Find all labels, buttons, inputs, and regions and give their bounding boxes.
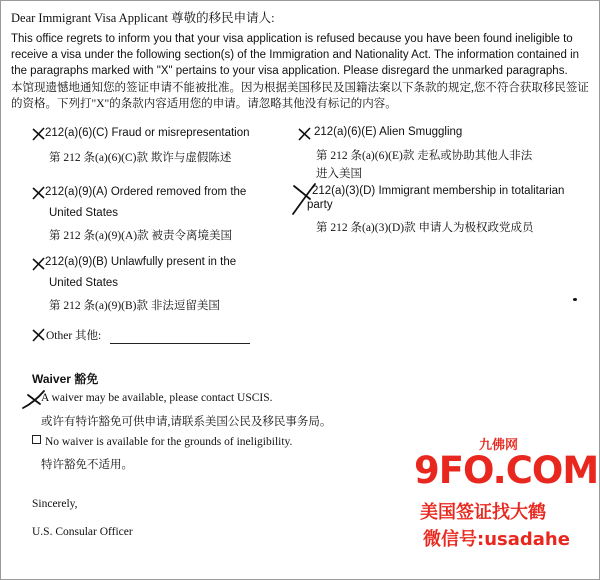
section-unlawful-en-1: 212(a)(9)(B) Unlawfully present in the [45,256,237,268]
other-blank-line [110,343,250,344]
watermark-brand: 9FO.COM [414,449,599,492]
closing-signature: U.S. Consular Officer [32,526,133,538]
closing-sincerely: Sincerely, [32,498,78,510]
waiver-none-en: No waiver is available for the grounds of ineligibility. [45,436,293,448]
section-smuggling-zh-1: 第 212 条(a)(6)(E)款 走私或协助其他人非法 [316,150,533,162]
waiver-none-row [32,435,292,448]
x-mark-smuggling [298,127,312,141]
watermark-line-2: 微信号:usadahe [423,529,570,550]
ink-speck [573,298,577,301]
section-other-label: Other 其他: [46,330,102,342]
section-totalitarian-en-2: party [307,199,333,211]
x-mark-removed [32,186,46,200]
waiver-available-en: A waiver may be available, please contact USCIS. [41,392,273,404]
section-unlawful-en-2: United States [49,277,119,289]
section-removed-en-1: 212(a)(9)(A) Ordered removed from the [45,186,247,198]
section-smuggling-en: 212(a)(6)(E) Alien Smuggling [314,126,463,138]
section-totalitarian-zh: 第 212 条(a)(3)(D)款 申请人为极权政党成员 [316,222,534,234]
watermark-site-name: 九佛网 [479,438,519,453]
section-fraud-en: 212(a)(6)(C) Fraud or misrepresentation [45,127,250,139]
section-removed-en-2: United States [49,207,119,219]
x-mark-fraud [32,127,46,141]
section-removed-zh: 第 212 条(a)(9)(A)款 被责令离境美国 [49,230,233,242]
section-fraud-zh: 第 212 条(a)(6)(C)款 欺诈与虚假陈述 [49,152,232,164]
x-mark-unlawful [32,257,46,271]
section-unlawful-zh: 第 212 条(a)(9)(B)款 非法逗留美国 [49,300,220,312]
waiver-available-zh: 或许有特许豁免可供申请,请联系美国公民及移民事务局。 [41,416,332,428]
greeting: Dear Immigrant Visa Applicant 尊敬的移民申请人: [11,11,275,25]
waiver-heading: Waiver 豁免 [32,372,99,386]
watermark-line-1: 美国签证找大鹤 [420,502,546,523]
section-totalitarian-en-1: 212(a)(3)(D) Immigrant membership in totalitarian [312,185,565,197]
waiver-none-checkbox [32,435,41,444]
waiver-none-zh: 特许豁免不适用。 [41,459,133,471]
intro-english: This office regrets to inform you that your visa application is refused because you have been found ineligible to receive a visa under the following section(s) of the Immigration and Nationality Act. The information contained in the paragraphs marked with "X" pertains to your visa application. Please disregard the unmarked paragraphs. [11,33,580,77]
section-smuggling-zh-2: 进入美国 [316,168,362,180]
x-mark-other [32,328,46,342]
intro-chinese: 本馆现遗憾地通知您的签证申请不能被批准。因为根据美国移民及国籍法案以下条款的规定,您不符合获取移民签证的资格。下列打"X"的条款内容适用您的申请。请忽略其他没有标记的内容。 [11,82,589,110]
